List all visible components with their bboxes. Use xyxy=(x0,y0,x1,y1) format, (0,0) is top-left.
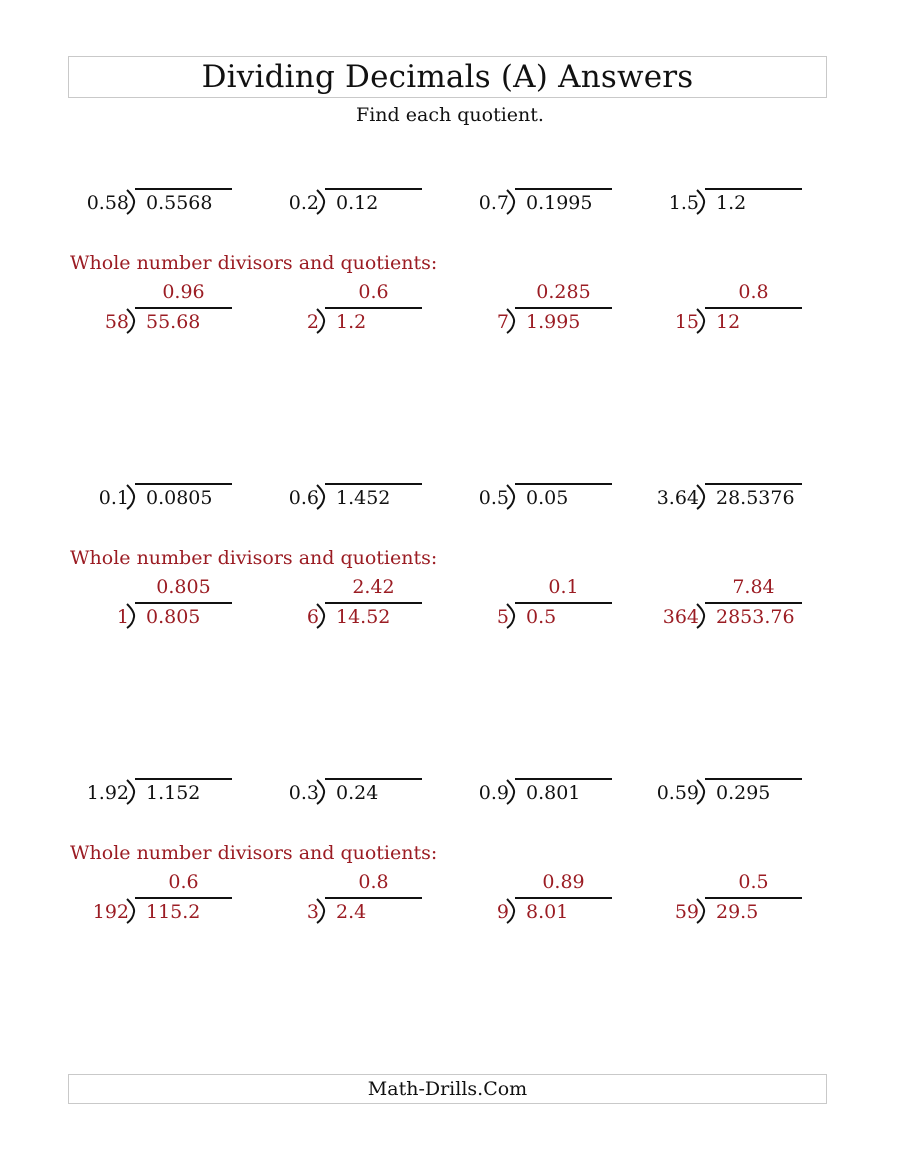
whole-number-note: Whole number divisors and quotients: xyxy=(70,842,438,864)
divisor: 2 xyxy=(306,311,319,333)
division-bracket-icon xyxy=(696,779,706,805)
dividend: 2853.76 xyxy=(716,606,795,628)
division-bar xyxy=(705,188,802,190)
answer-problem xyxy=(570,576,795,630)
dividend: 1.2 xyxy=(336,311,367,333)
division-problem xyxy=(380,467,575,511)
divisor: 0.6 xyxy=(288,487,319,509)
dividend: 0.0805 xyxy=(146,487,213,509)
worksheet-title: Dividing Decimals (A) Answers xyxy=(68,56,827,98)
divisor: 58 xyxy=(104,311,129,333)
divisor: 192 xyxy=(92,901,129,923)
answer-problem xyxy=(570,871,769,925)
division-problem xyxy=(0,467,213,511)
division-bracket-icon xyxy=(506,779,516,805)
division-bracket-icon xyxy=(696,308,706,334)
division-bracket-icon xyxy=(316,308,326,334)
division-bracket-icon xyxy=(126,484,136,510)
dividend: 0.05 xyxy=(526,487,569,509)
dividend: 0.5568 xyxy=(146,192,213,214)
division-bracket-icon xyxy=(126,308,136,334)
divisor: 1.5 xyxy=(668,192,699,214)
divisor: 9 xyxy=(496,901,509,923)
answer-problem xyxy=(190,871,389,925)
quotient: 7.84 xyxy=(732,576,775,598)
division-bracket-icon xyxy=(126,603,136,629)
division-bracket-icon xyxy=(506,603,516,629)
dividend: 0.801 xyxy=(526,782,581,804)
quotient: 0.8 xyxy=(738,281,769,303)
divisor: 1 xyxy=(116,606,129,628)
quotient: 0.6 xyxy=(358,281,389,303)
dividend: 1.152 xyxy=(146,782,201,804)
division-bar xyxy=(705,602,802,604)
whole-number-note: Whole number divisors and quotients: xyxy=(70,252,438,274)
divisor: 0.1 xyxy=(98,487,129,509)
divisor: 0.2 xyxy=(288,192,319,214)
division-problem xyxy=(570,172,765,216)
divisor: 6 xyxy=(306,606,319,628)
divisor: 3.64 xyxy=(656,487,699,509)
dividend: 0.805 xyxy=(146,606,201,628)
divisor: 0.7 xyxy=(478,192,509,214)
answer-problem xyxy=(190,281,389,335)
divisor: 59 xyxy=(674,901,699,923)
division-problem xyxy=(0,172,213,216)
divisor: 7 xyxy=(496,311,509,333)
divisor: 0.5 xyxy=(478,487,509,509)
dividend: 1.2 xyxy=(716,192,747,214)
dividend: 28.5376 xyxy=(716,487,795,509)
answer-problem xyxy=(0,281,205,335)
division-bracket-icon xyxy=(316,779,326,805)
divisor: 15 xyxy=(674,311,699,333)
dividend: 2.4 xyxy=(336,901,367,923)
division-bracket-icon xyxy=(696,189,706,215)
problem-section xyxy=(0,762,900,1002)
quotient: 0.96 xyxy=(162,281,205,303)
dividend: 1.995 xyxy=(526,311,581,333)
answer-problem xyxy=(380,576,579,630)
divisor: 3 xyxy=(306,901,319,923)
answer-problem xyxy=(0,871,201,925)
footer: Math-Drills.Com xyxy=(68,1074,827,1104)
division-problem xyxy=(380,762,581,806)
instructions: Find each quotient. xyxy=(356,104,544,126)
answer-problem xyxy=(570,281,769,335)
division-bracket-icon xyxy=(316,898,326,924)
division-bracket-icon xyxy=(506,189,516,215)
problem-section xyxy=(0,467,900,707)
division-bracket-icon xyxy=(696,898,706,924)
divisor: 0.3 xyxy=(288,782,319,804)
division-bracket-icon xyxy=(126,779,136,805)
division-bracket-icon xyxy=(696,484,706,510)
quotient: 0.6 xyxy=(168,871,199,893)
division-bar xyxy=(705,483,802,485)
division-problem xyxy=(570,467,795,511)
dividend: 29.5 xyxy=(716,901,759,923)
division-bracket-icon xyxy=(696,603,706,629)
dividend: 12 xyxy=(716,311,741,333)
quotient: 0.8 xyxy=(358,871,389,893)
division-problem xyxy=(0,762,201,806)
dividend: 0.5 xyxy=(526,606,557,628)
dividend: 14.52 xyxy=(336,606,391,628)
division-bracket-icon xyxy=(316,603,326,629)
dividend: 1.452 xyxy=(336,487,391,509)
answer-problem xyxy=(0,576,211,630)
dividend: 0.12 xyxy=(336,192,379,214)
divisor: 1.92 xyxy=(86,782,129,804)
dividend: 0.1995 xyxy=(526,192,593,214)
division-problem xyxy=(570,762,771,806)
quotient: 0.1 xyxy=(548,576,579,598)
division-bracket-icon xyxy=(316,189,326,215)
answer-problem xyxy=(380,871,585,925)
quotient: 2.42 xyxy=(352,576,395,598)
division-problem xyxy=(190,762,385,806)
divisor: 0.59 xyxy=(656,782,699,804)
division-bracket-icon xyxy=(506,308,516,334)
problem-section xyxy=(0,172,900,412)
answer-problem xyxy=(380,281,591,335)
quotient: 0.805 xyxy=(156,576,211,598)
division-bar xyxy=(705,897,802,899)
division-bar xyxy=(705,307,802,309)
quotient: 0.89 xyxy=(542,871,585,893)
division-bar xyxy=(705,778,802,780)
division-bracket-icon xyxy=(126,898,136,924)
dividend: 8.01 xyxy=(526,901,569,923)
dividend: 0.24 xyxy=(336,782,379,804)
division-problem xyxy=(190,467,391,511)
dividend: 0.295 xyxy=(716,782,771,804)
divisor: 5 xyxy=(496,606,509,628)
division-problem xyxy=(190,172,385,216)
answer-problem xyxy=(190,576,395,630)
quotient: 0.285 xyxy=(536,281,591,303)
division-bracket-icon xyxy=(316,484,326,510)
divisor: 0.9 xyxy=(478,782,509,804)
division-problem xyxy=(380,172,593,216)
quotient: 0.5 xyxy=(738,871,769,893)
dividend: 115.2 xyxy=(146,901,201,923)
dividend: 55.68 xyxy=(146,311,201,333)
division-bracket-icon xyxy=(506,898,516,924)
divisor: 364 xyxy=(662,606,699,628)
divisor: 0.58 xyxy=(86,192,129,214)
whole-number-note: Whole number divisors and quotients: xyxy=(70,547,438,569)
division-bracket-icon xyxy=(506,484,516,510)
division-bracket-icon xyxy=(126,189,136,215)
